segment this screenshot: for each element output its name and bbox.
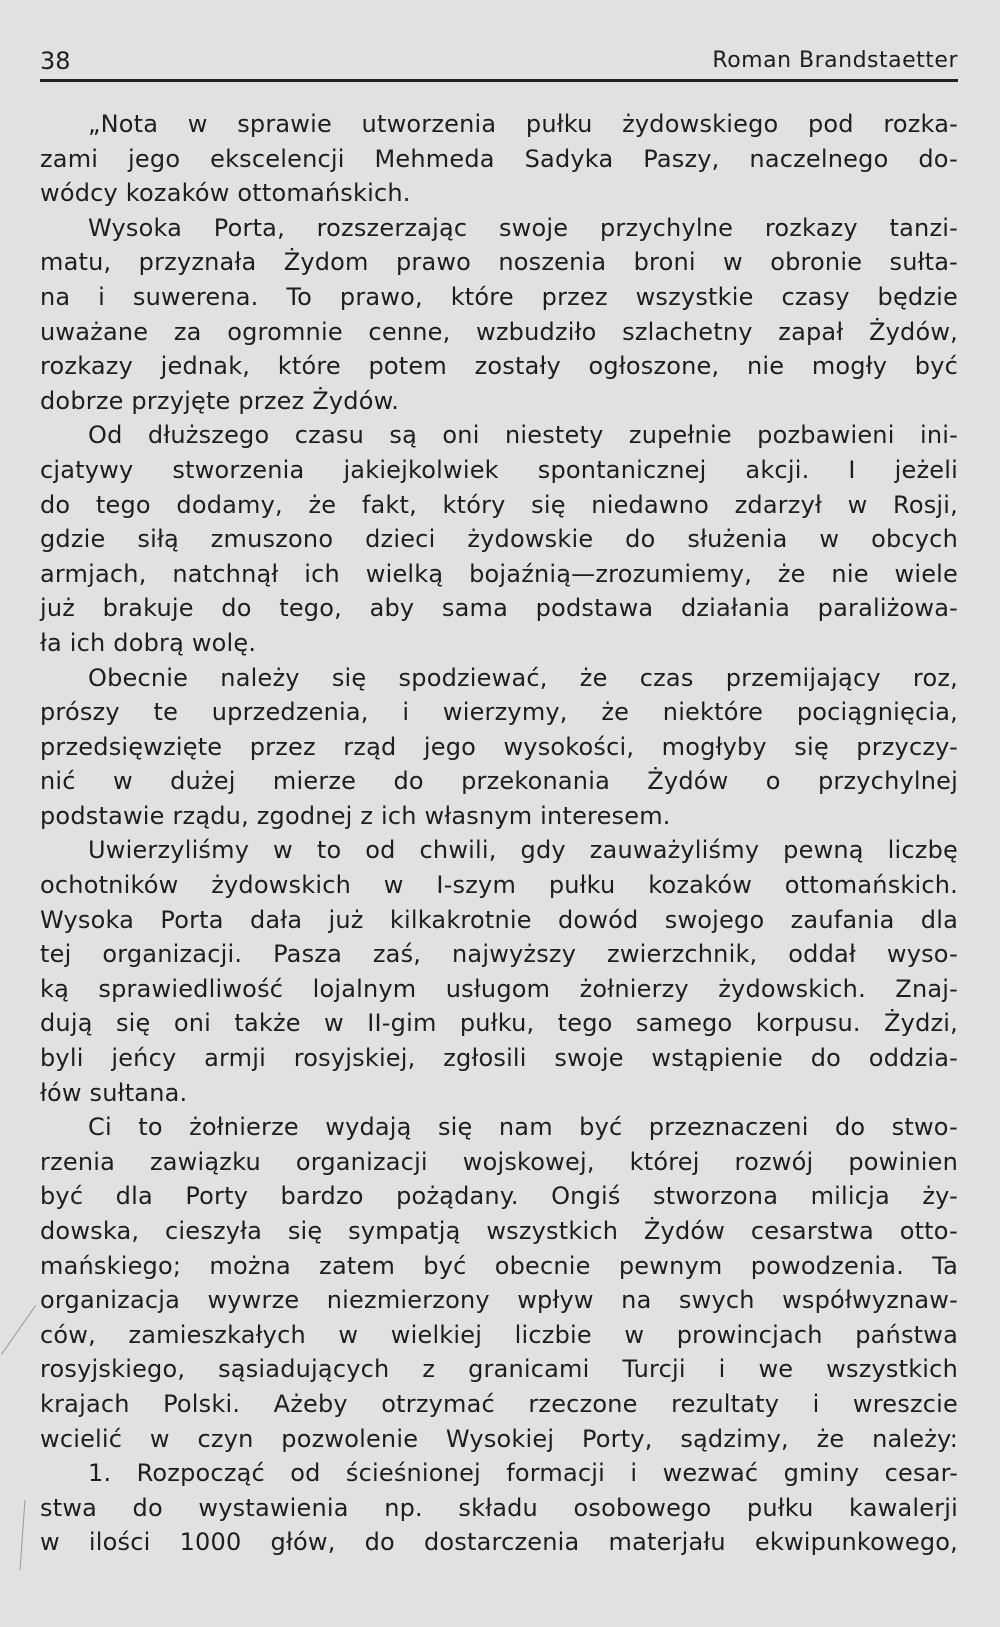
text-line: ką sprawiedliwość lojalnym usługom żołnierzy żydowskich. Znaj- (40, 974, 958, 1003)
text-line: podstawie rządu, zgodnej z ich własnym interesem. (40, 801, 671, 830)
text-line: armjach, natchnął ich wielką bojaźnią—zrozumiemy, że nie wiele (40, 559, 958, 588)
text-line: prószy te uprzedzenia, i wierzymy, że niektóre pociągnięcia, (40, 698, 958, 727)
text-line: Ci to żołnierze wydają się nam być przeznaczeni do stwo- (88, 1113, 958, 1142)
page-number: 38 (40, 47, 71, 75)
text-line: do tego dodamy, że fakt, który się niedawno zdarzył w Rosji, (40, 490, 958, 519)
text-line: Wysoka Porta dała już kilkakrotnie dowód swojego zaufania dla (40, 905, 958, 934)
text-line: wcielić w czyn pozwolenie Wysokiej Porty, sądzimy, że należy: (40, 1424, 958, 1453)
text-line: Wysoka Porta, rozszerzając swoje przychylne rozkazy tanzi- (88, 213, 958, 242)
text-line: Od dłuższego czasu są oni niestety zupełnie pozbawieni ini- (88, 421, 958, 450)
text-line: ła ich dobrą wolę. (40, 628, 257, 657)
margin-scratch-mark (20, 1500, 26, 1570)
text-line: 1. Rozpocząć od ścieśnionej formacji i wezwać gminy cesar- (88, 1459, 958, 1488)
text-line: wódcy kozaków ottomańskich. (40, 179, 411, 208)
text-line: Uwierzyliśmy w to od chwili, gdy zauważyliśmy pewną liczbę (88, 836, 958, 865)
text-line: dowska, cieszyła się sympatją wszystkich Żydów cesarstwa otto- (40, 1217, 958, 1245)
text-line: gdzie siłą zmuszono dzieci żydowskie do służenia w obcych (40, 525, 958, 554)
text-line: krajach Polski. Ażeby otrzymać rzeczone rezultaty i wreszcie (40, 1389, 958, 1418)
text-line: w ilości 1000 głów, do dostarczenia materjału ekwipunkowego, (40, 1528, 958, 1557)
text-line: rosyjskiego, sąsiadujących z granicami Turcji i we wszystkich (40, 1355, 958, 1384)
text-line: „Nota w sprawie utworzenia pułku żydowskiego pod rozka- (88, 110, 958, 138)
running-head: Roman Brandstaetter (712, 48, 958, 73)
text-line: przedsięwzięte przez rząd jego wysokości, mogłyby się przyczy- (40, 732, 958, 761)
text-line: organizacja wywrze niezmierzony wpływ na swych współwyznaw- (40, 1286, 958, 1315)
text-line: matu, przyznała Żydom prawo noszenia broni w obronie sułta- (40, 248, 958, 277)
text-line: byli jeńcy armji rosyjskiej, zgłosili swoje wstąpienie do oddzia- (40, 1044, 958, 1073)
text-line: na i suwerena. To prawo, które przez wszystkie czasy będzie (40, 282, 958, 311)
text-line: rozkazy jednak, które potem zostały ogłoszone, nie mogły być (40, 352, 958, 381)
text-line: nić w dużej mierze do przekonania Żydów o przychylnej (40, 767, 958, 796)
text-line: uważane za ogromnie cenne, wzbudziło szlachetny zapał Żydów, (40, 317, 958, 346)
text-line: dują się oni także w II-gim pułku, tego samego korpusu. Żydzi, (40, 1009, 958, 1038)
text-line: już brakuje do tego, aby sama podstawa działania paraliżowa- (40, 594, 958, 623)
text-line: ochotników żydowskich w I-szym pułku kozaków ottomańskich. (40, 871, 958, 900)
header-rule (40, 79, 958, 82)
text-line: stwa do wystawienia np. składu osobowego pułku kawalerji (40, 1493, 958, 1522)
body-text (40, 107, 958, 1560)
page-header (40, 44, 958, 78)
text-line: Obecnie należy się spodziewać, że czas przemijający roz, (88, 663, 958, 692)
text-line: ców, zamieszkałych w wielkiej liczbie w prowincjach państwa (40, 1320, 958, 1349)
text-line: mańskiego; można zatem być obecnie pewnym powodzenia. Ta (40, 1251, 958, 1280)
text-line: łów sułtana. (40, 1078, 188, 1107)
text-line: rzenia zawiązku organizacji wojskowej, której rozwój powinien (40, 1147, 958, 1176)
text-line: cjatywy stworzenia jakiejkolwiek spontanicznej akcji. I jeżeli (40, 455, 958, 484)
text-line: być dla Porty bardzo pożądany. Ongiś stworzona milicja ży- (40, 1182, 958, 1211)
text-line: zami jego ekscelencji Mehmeda Sadyka Paszy, naczelnego do- (40, 144, 958, 173)
margin-scratch-mark (1, 1305, 36, 1355)
text-line: tej organizacji. Pasza zaś, najwyższy zwierzchnik, oddał wyso- (40, 940, 958, 969)
text-line: dobrze przyjęte przez Żydów. (40, 386, 400, 415)
